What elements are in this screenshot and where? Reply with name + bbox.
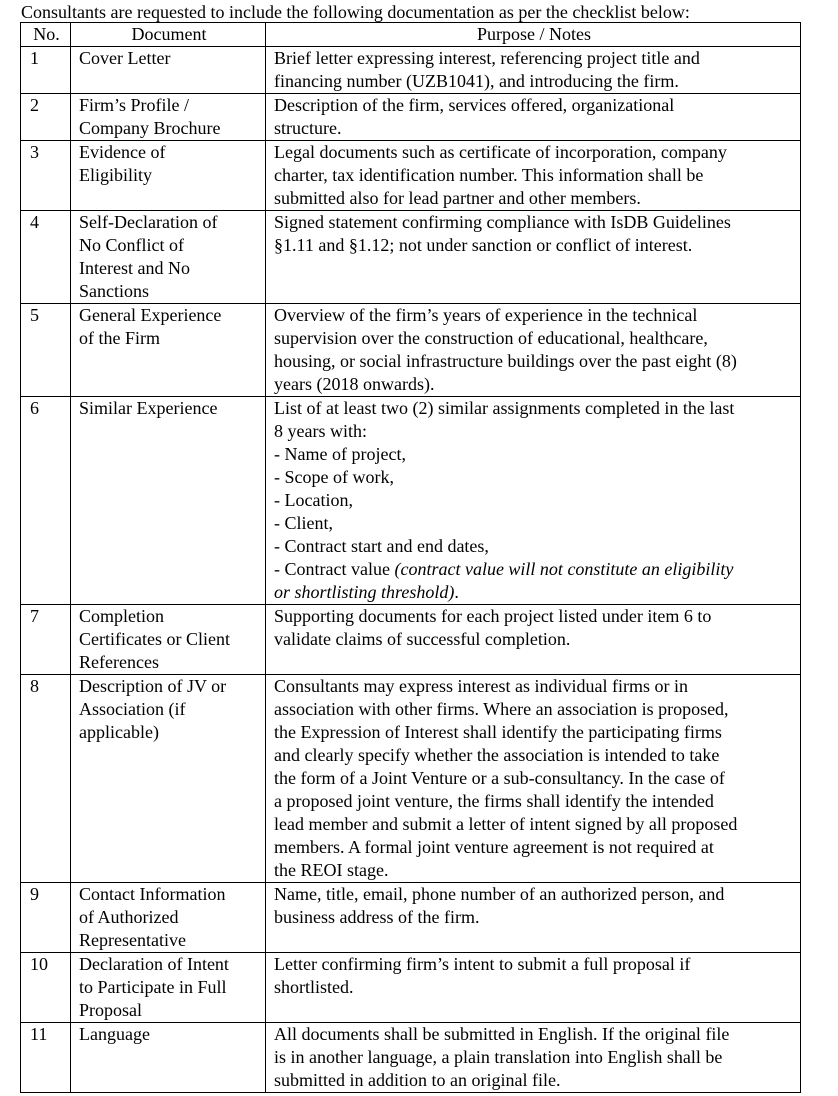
document-line: Sanctions: [79, 281, 149, 301]
notes-cell: [266, 675, 801, 883]
row-number: 1: [21, 47, 71, 94]
note-line: supervision over the construction of educational, healthcare,: [274, 328, 708, 348]
document-line: Firm’s Profile /: [79, 95, 190, 115]
note-line: financing number (UZB1041), and introducing the firm.: [274, 71, 679, 91]
table-header-row: [21, 23, 801, 47]
document-cell: [71, 605, 266, 675]
row-number: 7: [21, 605, 71, 675]
document-cell: [71, 883, 266, 953]
document-line: Representative: [79, 930, 186, 950]
note-line: Letter confirming firm’s intent to submit a full proposal if: [274, 954, 691, 974]
note-line: is in another language, a plain translation into English shall be: [274, 1047, 723, 1067]
row-number: 11: [21, 1023, 71, 1093]
note-line: 8 years with:: [274, 421, 367, 441]
note-line: Consultants may express interest as individual firms or in: [274, 676, 688, 696]
row-number: 5: [21, 304, 71, 397]
note-line: a proposed joint venture, the firms shall identify the intended: [274, 791, 714, 811]
note-line: submitted also for lead partner and other members.: [274, 188, 641, 208]
document-line: No Conflict of: [79, 235, 184, 255]
table-row: [21, 675, 801, 883]
note-line: Brief letter expressing interest, referencing project title and: [274, 48, 700, 68]
note-line-contract-value: [274, 558, 794, 581]
note-line: members. A formal joint venture agreement is not required at: [274, 837, 714, 857]
note-line: the form of a Joint Venture or a sub-consultancy. In the case of: [274, 768, 725, 788]
note-line: the Expression of Interest shall identify the participating firms: [274, 722, 722, 742]
document-line: Evidence of: [79, 142, 166, 162]
document-cell: [71, 141, 266, 211]
document-line: Association (if: [79, 699, 186, 719]
notes-cell: [266, 304, 801, 397]
note-line: years (2018 onwards).: [274, 374, 435, 394]
note-line: the REOI stage.: [274, 860, 389, 880]
note-line: Description of the firm, services offered, organizational: [274, 95, 675, 115]
note-line: Supporting documents for each project listed under item 6 to: [274, 606, 712, 626]
note-line: §1.11 and §1.12; not under sanction or conflict of interest.: [274, 235, 693, 255]
contract-value-prefix: - Contract value: [274, 559, 395, 579]
table-row: [21, 304, 801, 397]
document-line: Description of JV or: [79, 676, 227, 696]
notes-cell: [266, 397, 801, 605]
document-line: Proposal: [79, 1000, 142, 1020]
notes-cell: [266, 141, 801, 211]
notes-cell: [266, 211, 801, 304]
contract-value-italic-2: or shortlisting threshold): [274, 582, 455, 602]
row-number: 8: [21, 675, 71, 883]
note-line: - Contract start and end dates,: [274, 536, 489, 556]
table-row: [21, 141, 801, 211]
note-line: shortlisted.: [274, 977, 354, 997]
note-line: Legal documents such as certificate of incorporation, company: [274, 142, 727, 162]
header-notes: Purpose / Notes: [266, 23, 801, 47]
notes-cell: [266, 883, 801, 953]
document-line: Self-Declaration of: [79, 212, 218, 232]
note-line: - Name of project,: [274, 444, 406, 464]
table-row: [21, 1023, 801, 1093]
document-line: Language: [79, 1024, 150, 1044]
checklist-table: [20, 22, 801, 1093]
note-line: Name, title, email, phone number of an authorized person, and: [274, 884, 725, 904]
note-line: business address of the firm.: [274, 907, 480, 927]
document-line: Certificates or Client: [79, 629, 230, 649]
notes-cell: [266, 47, 801, 94]
note-line: - Location,: [274, 490, 353, 510]
document-cell: [71, 1023, 266, 1093]
note-line: housing, or social infrastructure buildings over the past eight (8): [274, 351, 737, 371]
document-cell: [71, 211, 266, 304]
header-no: No.: [21, 23, 71, 47]
notes-cell: [266, 1023, 801, 1093]
document-line: General Experience: [79, 305, 222, 325]
note-line: - Client,: [274, 513, 333, 533]
row-number: 3: [21, 141, 71, 211]
document-line: Interest and No: [79, 258, 190, 278]
document-line: References: [79, 652, 159, 672]
row-number: 10: [21, 953, 71, 1023]
note-line: List of at least two (2) similar assignments completed in the last: [274, 398, 735, 418]
document-line: to Participate in Full: [79, 977, 227, 997]
table-row: [21, 47, 801, 94]
note-line: and clearly specify whether the association is intended to take: [274, 745, 720, 765]
document-line: Declaration of Intent: [79, 954, 229, 974]
table-row: [21, 94, 801, 141]
note-line: validate claims of successful completion.: [274, 629, 571, 649]
document-line: Company Brochure: [79, 118, 221, 138]
note-line: - Scope of work,: [274, 467, 394, 487]
row-number: 9: [21, 883, 71, 953]
contract-value-suffix: .: [454, 582, 459, 602]
document-line: Completion: [79, 606, 164, 626]
note-line: association with other firms. Where an association is proposed,: [274, 699, 729, 719]
notes-cell: [266, 953, 801, 1023]
notes-cell: [266, 605, 801, 675]
document-cell: [71, 675, 266, 883]
row-number: 6: [21, 397, 71, 605]
table-row: [21, 953, 801, 1023]
document-line: Similar Experience: [79, 398, 218, 418]
contract-value-italic-1: (contract value will not constitute an eligibility: [394, 559, 734, 579]
document-line: of Authorized: [79, 907, 179, 927]
note-line: charter, tax identification number. This information shall be: [274, 165, 704, 185]
row-number: 2: [21, 94, 71, 141]
document-cell: [71, 47, 266, 94]
note-line: submitted in addition to an original file.: [274, 1070, 561, 1090]
document-cell: [71, 304, 266, 397]
document-cell: [71, 94, 266, 141]
notes-cell: [266, 94, 801, 141]
note-line: All documents shall be submitted in English. If the original file: [274, 1024, 730, 1044]
document-line: of the Firm: [79, 328, 160, 348]
document-cell: [71, 953, 266, 1023]
note-line: Overview of the firm’s years of experience in the technical: [274, 305, 698, 325]
table-row: [21, 211, 801, 304]
document-line: Eligibility: [79, 165, 153, 185]
intro-text: Consultants are requested to include the following documentation as per the checklist below:: [21, 2, 690, 22]
document-cell: [71, 397, 266, 605]
table-row: [21, 397, 801, 605]
row-number: 4: [21, 211, 71, 304]
header-document: Document: [71, 23, 266, 47]
document-line: Contact Information: [79, 884, 226, 904]
document-line: applicable): [79, 722, 159, 742]
note-line-contract-threshold: [274, 581, 794, 604]
table-row: [21, 883, 801, 953]
note-line: lead member and submit a letter of intent signed by all proposed: [274, 814, 738, 834]
note-line: structure.: [274, 118, 342, 138]
note-line: Signed statement confirming compliance with IsDB Guidelines: [274, 212, 731, 232]
table-row: [21, 605, 801, 675]
document-line: Cover Letter: [79, 48, 171, 68]
